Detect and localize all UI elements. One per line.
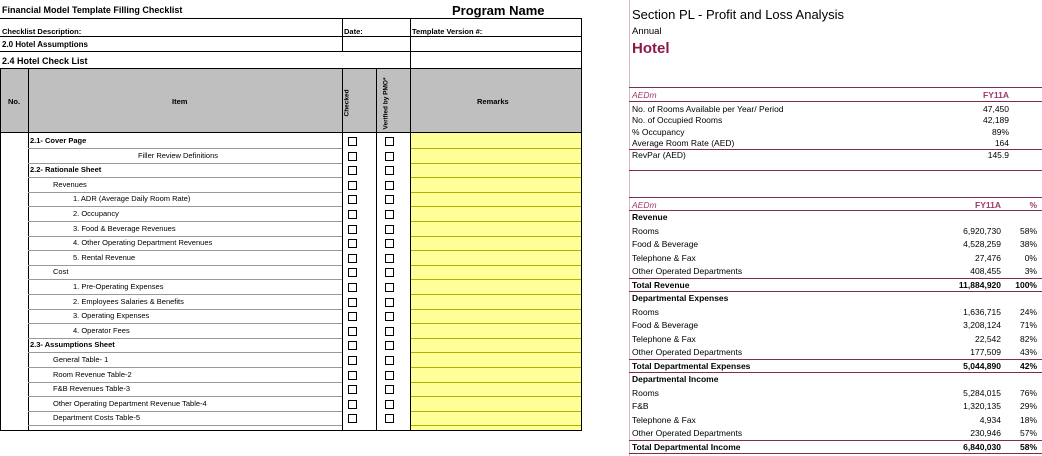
divider — [629, 453, 1042, 454]
row-percent: 100% — [1015, 279, 1037, 290]
checklist-item-label: General Table- 1 — [53, 355, 109, 364]
checked-checkbox[interactable] — [348, 327, 357, 336]
divider — [411, 411, 581, 412]
divider — [28, 352, 342, 353]
row-label: Telephone & Fax — [632, 252, 696, 263]
verified-checkbox[interactable] — [385, 400, 394, 409]
checked-checkbox[interactable] — [348, 414, 357, 423]
divider — [28, 221, 342, 222]
checklist-item-label: 2.3- Assumptions Sheet — [30, 340, 115, 349]
divider — [410, 18, 411, 69]
divider — [28, 250, 342, 251]
table-row — [632, 239, 1037, 250]
checklist-item-label: Other Operating Department Revenue Table-4 — [53, 399, 207, 408]
table-row — [632, 253, 1037, 264]
divider — [28, 309, 342, 310]
row-value: 6,840,030 — [963, 441, 1001, 452]
divider — [28, 236, 342, 237]
checked-checkbox[interactable] — [348, 298, 357, 307]
divider — [28, 279, 342, 280]
divider — [342, 18, 343, 51]
divider — [629, 87, 1042, 88]
section-label: 2.0 Hotel Assumptions — [2, 40, 88, 49]
divider — [28, 425, 342, 426]
checked-checkbox[interactable] — [348, 371, 357, 380]
checked-checkbox[interactable] — [348, 283, 357, 292]
table-row — [632, 401, 1037, 412]
checklist-item-label: 1. Pre-Operating Expenses — [73, 282, 164, 291]
verified-checkbox[interactable] — [385, 283, 394, 292]
verified-checkbox[interactable] — [385, 254, 394, 263]
checklist-description-label: Checklist Description: — [2, 27, 82, 36]
divider — [411, 309, 581, 310]
divider — [411, 396, 581, 397]
template-version-label: Template Version #: — [412, 27, 483, 36]
total-row — [632, 280, 1037, 291]
row-label: Departmental Expenses — [632, 293, 729, 303]
divider — [28, 323, 342, 324]
divider — [411, 265, 581, 266]
table1-header — [632, 90, 1037, 101]
checklist-item-label: Department Costs Table-5 — [53, 413, 140, 422]
column-header-item: Item — [172, 97, 188, 106]
checklist-item-label: Room Revenue Table-2 — [53, 370, 132, 379]
verified-checkbox[interactable] — [385, 181, 394, 190]
checklist-item-label: 2. Occupancy — [73, 209, 119, 218]
column-header-checked: Checked — [343, 89, 351, 117]
row-label: Rooms — [632, 225, 659, 236]
row-value: 6,920,730 — [963, 225, 1001, 236]
checklist-item-label: Filler Review Definitions — [138, 151, 219, 160]
total-row — [632, 361, 1037, 372]
row-label: No. of Occupied Rooms — [632, 115, 723, 126]
section-header — [632, 293, 1037, 304]
row-percent: 43% — [1019, 347, 1037, 357]
divider — [411, 206, 581, 207]
divider — [411, 148, 581, 149]
divider — [411, 192, 581, 193]
row-percent: 0% — [1024, 252, 1037, 263]
section-header — [632, 374, 1037, 385]
row-percent: 42% — [1019, 360, 1037, 371]
checklist-item-label: 1. ADR (Average Daily Room Rate) — [73, 194, 191, 203]
divider — [28, 411, 342, 412]
table-row — [632, 150, 1037, 161]
row-label: Total Departmental Expenses — [632, 360, 751, 371]
verified-checkbox[interactable] — [385, 152, 394, 161]
divider — [411, 382, 581, 383]
divider — [411, 367, 581, 368]
table-row — [632, 104, 1037, 115]
row-label: Departmental Income — [632, 374, 719, 384]
row-value: 4,934 — [979, 414, 1001, 425]
row-label: Rooms — [632, 387, 659, 398]
checklist-item-label: Revenues — [53, 180, 87, 189]
table-row — [632, 307, 1037, 318]
table-row — [632, 347, 1037, 358]
divider — [411, 221, 581, 222]
row-percent: 58% — [1019, 441, 1037, 452]
pl-title: Section PL - Profit and Loss Analysis — [632, 7, 844, 22]
checklist-item-label: 2. Employees Salaries & Benefits — [73, 297, 184, 306]
divider — [0, 132, 582, 133]
row-label: Food & Beverage — [632, 239, 699, 249]
divider — [410, 68, 411, 430]
checklist-item-label: 3. Operating Expenses — [73, 311, 150, 320]
checklist-item-label: 4. Other Operating Department Revenues — [73, 238, 213, 247]
row-value: 27,476 — [975, 252, 1001, 263]
verified-checkbox[interactable] — [385, 298, 394, 307]
row-value: 164 — [994, 138, 1009, 149]
checklist-item-label: Cost — [53, 267, 69, 276]
checked-checkbox[interactable] — [348, 356, 357, 365]
checked-checkbox[interactable] — [348, 137, 357, 146]
row-label: Revenue — [632, 212, 668, 222]
checklist-item-label: 4. Operator Fees — [73, 326, 130, 335]
list-title: 2.4 Hotel Check List — [2, 56, 88, 66]
divider — [629, 210, 1042, 211]
table-row — [632, 415, 1037, 426]
divider — [0, 18, 582, 19]
divider — [629, 278, 1042, 279]
divider — [342, 68, 343, 430]
pl-period: Annual — [632, 26, 662, 37]
checked-checkbox[interactable] — [348, 268, 357, 277]
verified-checkbox[interactable] — [385, 371, 394, 380]
checklist-item-label: 2.2- Rationale Sheet — [30, 165, 102, 174]
row-label: F&B — [632, 401, 649, 411]
divider — [411, 338, 581, 339]
divider — [411, 323, 581, 324]
divider — [629, 359, 1042, 360]
verified-checkbox[interactable] — [385, 239, 394, 248]
divider — [629, 440, 1042, 441]
column-header-remarks: Remarks — [477, 97, 509, 106]
column-header-verified: Verified by PMO* — [382, 77, 390, 130]
checklist-item-label: F&B Revenues Table-3 — [53, 384, 130, 393]
table-row — [632, 226, 1037, 237]
divider — [0, 68, 1, 430]
row-label: Other Operated Departments — [632, 428, 743, 438]
row-percent: 57% — [1019, 428, 1037, 438]
divider — [629, 372, 1042, 373]
divider — [629, 0, 630, 456]
divider — [629, 170, 1042, 171]
row-percent: 71% — [1019, 320, 1037, 330]
checked-checkbox[interactable] — [348, 152, 357, 161]
row-value: 42,189 — [983, 115, 1009, 126]
table-row — [632, 115, 1037, 126]
pl-analysis — [629, 0, 1042, 456]
verified-checkbox[interactable] — [385, 414, 394, 423]
row-value: 22,542 — [975, 333, 1001, 344]
verified-checkbox[interactable] — [385, 210, 394, 219]
row-value: 11,884,920 — [958, 279, 1001, 290]
row-label: Total Revenue — [632, 279, 690, 290]
checked-checkbox[interactable] — [348, 385, 357, 394]
divider — [28, 148, 342, 149]
checked-checkbox[interactable] — [348, 400, 357, 409]
verified-checkbox[interactable] — [385, 356, 394, 365]
row-label: Total Departmental Income — [632, 441, 741, 452]
verified-checkbox[interactable] — [385, 268, 394, 277]
divider — [411, 352, 581, 353]
checked-checkbox[interactable] — [348, 195, 357, 204]
unit-label: AEDm — [632, 90, 657, 100]
table-row — [632, 266, 1037, 277]
row-label: Telephone & Fax — [632, 414, 696, 425]
row-value: 3,208,124 — [963, 320, 1001, 330]
checklist-item-label: 3. Food & Beverage Revenues — [73, 224, 176, 233]
table-row — [632, 138, 1037, 149]
row-percent: 29% — [1019, 401, 1037, 411]
divider — [411, 236, 581, 237]
row-label: Telephone & Fax — [632, 333, 696, 344]
divider — [411, 294, 581, 295]
checklist-item-label: 2.1- Cover Page — [30, 136, 87, 145]
table-row — [632, 428, 1037, 439]
checked-checkbox[interactable] — [348, 166, 357, 175]
checked-checkbox[interactable] — [348, 210, 357, 219]
program-name: Program Name — [452, 3, 545, 18]
divider — [28, 338, 342, 339]
row-value: 5,044,890 — [963, 360, 1001, 371]
row-value: 89% — [991, 126, 1009, 137]
table-row — [632, 388, 1037, 399]
row-label: No. of Rooms Available per Year/ Period — [632, 104, 784, 114]
row-value: 1,320,135 — [963, 401, 1001, 411]
unit-label: AEDm — [632, 200, 657, 210]
divider — [0, 36, 582, 37]
row-value: 177,509 — [970, 347, 1001, 357]
divider — [629, 101, 1042, 102]
row-percent: 76% — [1019, 387, 1037, 398]
fy-column-header: FY11A — [975, 200, 1001, 210]
divider — [28, 294, 342, 295]
row-percent: 24% — [1019, 306, 1037, 317]
row-percent: 38% — [1019, 239, 1037, 249]
row-label: Rooms — [632, 306, 659, 317]
table-row — [632, 127, 1037, 138]
date-label: Date: — [344, 27, 363, 36]
checklist-title: Financial Model Template Filling Checklist — [2, 5, 183, 15]
divider — [28, 396, 342, 397]
total-row — [632, 442, 1037, 453]
divider — [376, 68, 377, 430]
divider — [411, 177, 581, 178]
divider — [28, 177, 342, 178]
checked-checkbox[interactable] — [348, 312, 357, 321]
row-value: 47,450 — [983, 104, 1009, 114]
checklist-item-label: 5. Rental Revenue — [73, 253, 136, 262]
divider — [28, 192, 342, 193]
divider — [411, 425, 581, 426]
row-value: 1,636,715 — [963, 306, 1001, 317]
verified-checkbox[interactable] — [385, 166, 394, 175]
divider — [581, 18, 582, 430]
row-label: Average Room Rate (AED) — [632, 138, 735, 149]
checked-checkbox[interactable] — [348, 225, 357, 234]
verified-checkbox[interactable] — [385, 225, 394, 234]
row-percent: 82% — [1019, 333, 1037, 344]
divider — [629, 291, 1042, 292]
checked-checkbox[interactable] — [348, 181, 357, 190]
checked-checkbox[interactable] — [348, 239, 357, 248]
row-value: 230,946 — [970, 428, 1001, 438]
row-percent: 58% — [1019, 225, 1037, 236]
verified-checkbox[interactable] — [385, 312, 394, 321]
table-row — [632, 320, 1037, 331]
divider — [629, 197, 1042, 198]
row-label: RevPar (AED) — [632, 149, 686, 160]
divider — [28, 265, 342, 266]
divider — [0, 430, 582, 431]
row-label: % Occupancy — [632, 126, 685, 137]
verified-checkbox[interactable] — [385, 195, 394, 204]
verified-checkbox[interactable] — [385, 137, 394, 146]
verified-checkbox[interactable] — [385, 385, 394, 394]
row-label: Food & Beverage — [632, 320, 699, 330]
divider — [411, 250, 581, 251]
divider — [411, 279, 581, 280]
divider — [28, 367, 342, 368]
row-value: 5,284,015 — [963, 387, 1001, 398]
divider — [411, 163, 581, 164]
column-header-no: No. — [8, 97, 21, 106]
table-row — [632, 334, 1037, 345]
verified-checkbox[interactable] — [385, 327, 394, 336]
row-label: Other Operated Departments — [632, 266, 743, 276]
fy-column-header: FY11A — [983, 90, 1009, 100]
row-percent: 3% — [1024, 266, 1037, 276]
section-header — [632, 212, 1037, 223]
divider — [0, 51, 582, 52]
checked-checkbox[interactable] — [348, 341, 357, 350]
row-value: 145.9 — [987, 149, 1009, 160]
divider — [28, 206, 342, 207]
row-value: 4,528,259 — [963, 239, 1001, 249]
divider — [28, 382, 342, 383]
row-value: 408,455 — [970, 266, 1001, 276]
row-label: Other Operated Departments — [632, 347, 743, 357]
pl-entity: Hotel — [632, 40, 670, 57]
row-percent: 18% — [1019, 414, 1037, 425]
checked-checkbox[interactable] — [348, 254, 357, 263]
pct-column-header: % — [1029, 200, 1037, 210]
verified-checkbox[interactable] — [385, 341, 394, 350]
divider — [28, 163, 342, 164]
divider — [28, 68, 29, 430]
